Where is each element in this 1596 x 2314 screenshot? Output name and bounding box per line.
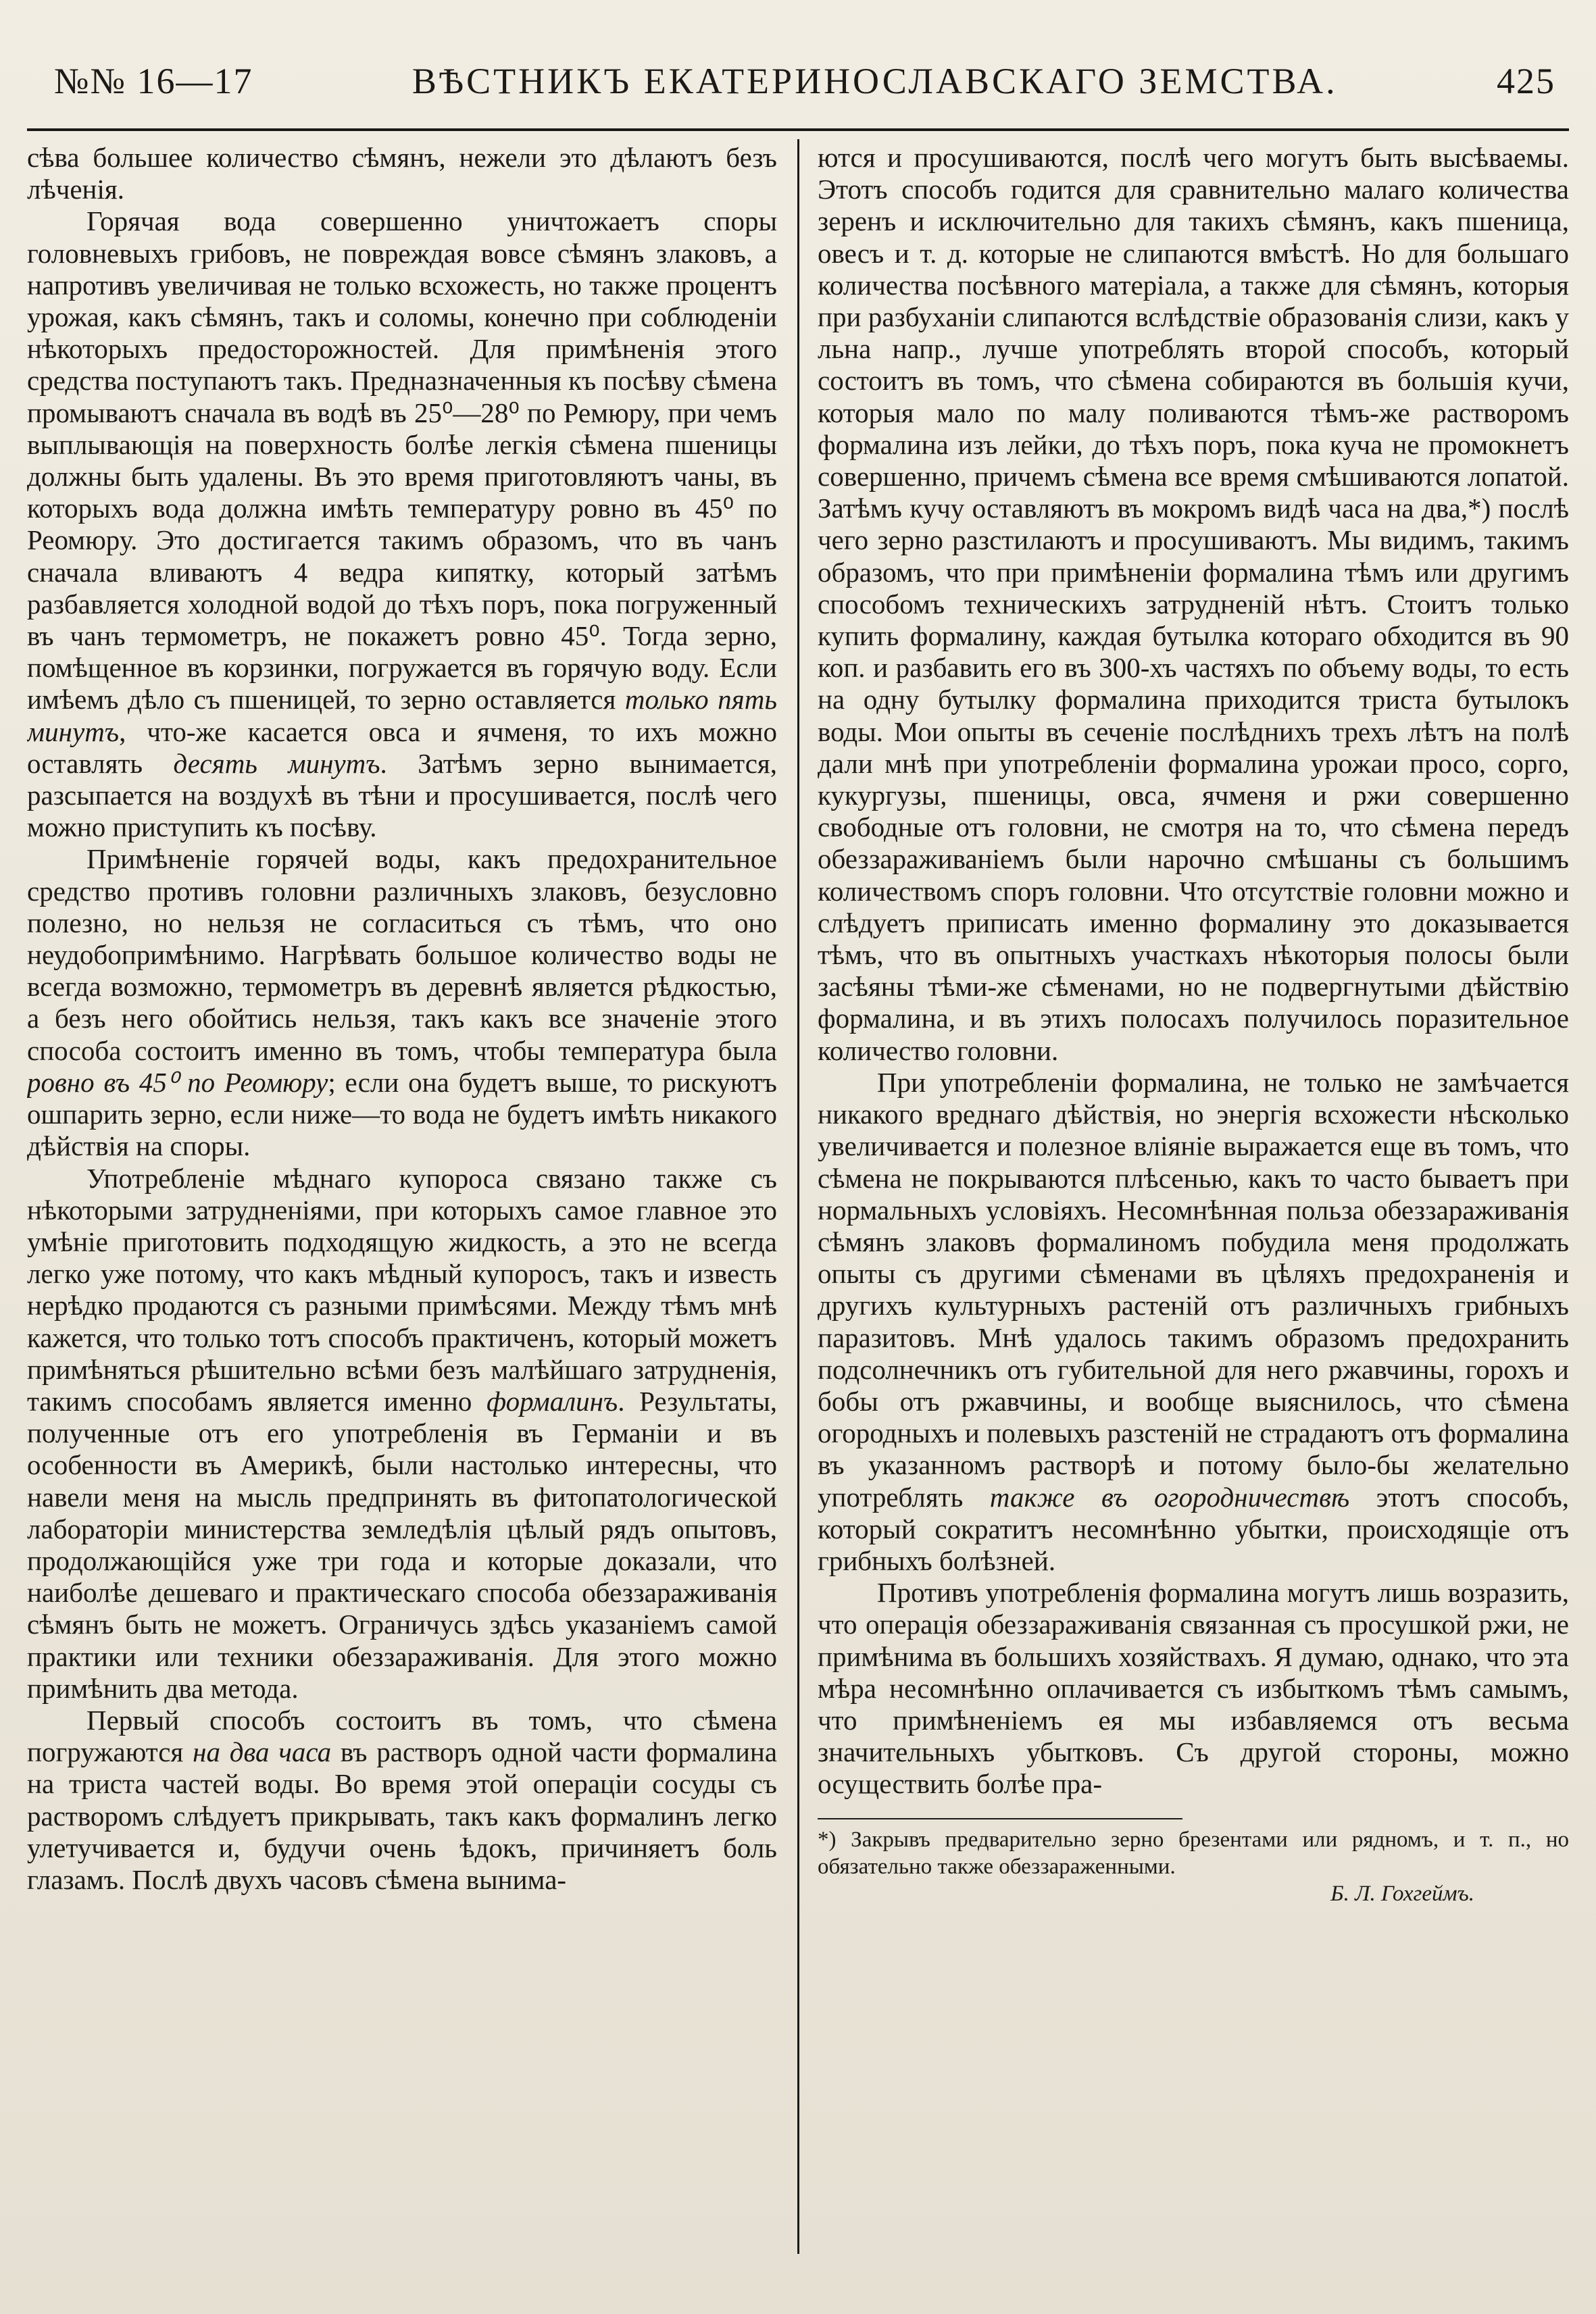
page-number: 425 [1496,61,1555,101]
footnote-text: *) Закрывъ предварительно зерно брезентами или рядномъ, и т. п., но обязательно также обеззараженными. [818,1827,1569,1879]
emphasis: также въ огородничествѣ [989,1481,1350,1513]
footnote [818,1826,1569,1907]
paragraph: Примѣненіе горячей воды, какъ предохранительное средство противъ головни различныхъ злаковъ, безусловно полезно, но нельзя не согласиться съ тѣмъ, что оно неудобопримѣнимо. Нагрѣвать большое количество воды не всегда возможно, термометръ въ деревнѣ является рѣдкостью, а безъ него обойтись нельзя, такъ какъ все значеніе этого способа состоитъ именно въ томъ, чтобы температура была ровно въ 45⁰ по Реомюру; если она будетъ выше, то рискуютъ ошпарить зерно, если ниже—то вода не будетъ имѣть никакого дѣйствія на споры. [27,843,777,1162]
issue-number: №№ 16—17 [54,61,253,101]
emphasis: десять минутъ [173,747,380,779]
paragraph: ются и просушиваются, послѣ чего могутъ быть высѣваемы. Этотъ способъ годится для сравнительно малаго количества зеренъ и исключительно для такихъ сѣмянъ, какъ пшеница, овесъ и т. д. которые не слипаются вмѣстѣ. Но для большаго количества посѣвного матеріала, а также для сѣмянъ, которыя при разбуханіи слипаются вслѣдствіе образованія слизи, какъ у льна напр., лучше употреблять второй способъ, который состоитъ въ томъ, что сѣмена собираются въ большія кучи, которыя мало по малу поливаются тѣмъ-же растворомъ формалина изъ лейки, до тѣхъ поръ, пока куча не промокнетъ совершенно, причемъ сѣмена все время смѣшиваются лопатой. Затѣмъ кучу оставляютъ въ мокромъ видѣ часа на два,*) послѣ чего зерно разстилаютъ и просушиваютъ. Мы видимъ, такимъ образомъ, что при примѣненіи формалина тѣмъ или другимъ способомъ техническихъ затрудненій нѣтъ. Стоитъ только купить формалину, каждая бутылка котораго обходится въ 90 коп. и разбавить его въ 300-хъ частяхъ по объему воды, то есть на одну бутылку формалина приходится триста бутылокъ воды. Мои опыты въ сеченіе послѣднихъ трехъ лѣтъ на полѣ дали мнѣ при употребленіи формалина урожаи просо, сорго, кукургузы, пшеницы, овса, ячменя и ржи совершенно свободные отъ головни, не смотря на то, что сѣмена передъ обеззараживаніемъ были нарочно смѣшаны съ большимъ количествомъ споръ головни. Что отсутствіе головни можно и слѣдуетъ приписать именно формалину это доказывается тѣмъ, что въ опытныхъ участкахъ нѣкоторыя полосы были засѣяны тѣми-же сѣменами, но не подвергнутыми дѣйствію формалина, и въ этихъ полосахъ получилось поразительное количество головни. [818,142,1569,1066]
emphasis: только пять минутъ [27,684,777,747]
right-column [818,142,1569,2277]
left-column [27,142,777,2277]
paragraph: Горячая вода совершенно уничтожаетъ споры головневыхъ грибовъ, не повреждая вовсе сѣмянъ злаковъ, а напротивъ увеличивая не только всхожесть, но также процентъ урожая, какъ сѣмянъ, такъ и соломы, конечно при соблюденіи нѣкоторыхъ предосторожностей. Для примѣненія этого средства поступаютъ такъ. Предназначенныя къ посѣву сѣмена промываютъ сначала въ водѣ въ 25⁰—28⁰ по Ремюру, при чемъ выплывающія на поверхность болѣе легкія сѣмена пшеницы должны быть удалены. Въ это время приготовляютъ чаны, въ которыхъ вода должна имѣть температуру ровно въ 45⁰ по Реомюру. Это достигается такимъ образомъ, что въ чанъ сначала вливаютъ 4 ведра кипятку, который затѣмъ разбавляется холодной водой до тѣхъ поръ, пока погруженный въ чанъ термометръ, не покажетъ ровно 45⁰. Тогда зерно, помѣщенное въ корзинки, погружается въ горячую воду. Если имѣемъ дѣло съ пшеницей, то зерно оставляется только пять минутъ, что-же касается овса и ячменя, то ихъ можно оставлять десять минутъ. Затѣмъ зерно вынимается, разсыпается на воздухѣ въ тѣни и просушивается, послѣ чего можно приступить къ посѣву. [27,205,777,843]
paragraph: сѣва большее количество сѣмянъ, нежели это дѣлаютъ безъ лѣченія. [27,142,777,205]
emphasis: на два часа [193,1736,332,1768]
paragraph: Первый способъ состоитъ въ томъ, что сѣмена погружаются на два часа въ растворъ одной части формалина на триста частей воды. Во время этой операціи сосуды съ растворомъ слѣдуетъ прикрывать, такъ какъ формалинъ легко улетучивается и, будучи очень ѣдокъ, причиняетъ боль глазамъ. Послѣ двухъ часовъ сѣмена вынима- [27,1704,777,1895]
paragraph: Противъ употребленія формалина могутъ лишь возразить, что операція обеззараживанія связанная съ просушкой ржи, не примѣнима въ большихъ хозяйствахъ. Я думаю, однако, что эта мѣра несомнѣнно оплачивается съ избыткомъ тѣмъ самымъ, что примѣненіемъ ея мы избавляемся отъ весьма значительныхъ убытковъ. Съ другой стороны, можно осуществить болѣе пра- [818,1577,1569,1800]
column-rule [797,139,799,2254]
page-header [54,47,1555,115]
journal-title: ВѢСТНИКЪ ЕКАТЕРИНОСЛАВСКАГО ЗЕМСТВА. [412,61,1338,101]
footnote-signature: Б. Л. Гохгеймъ. [1330,1881,1474,1906]
header-rule [27,128,1569,131]
paragraph: При употребленіи формалина, не только не замѣчается никакого вреднаго дѣйствія, но энергія всхожести нѣсколько увеличивается и полезное вліяніе выражается еще въ томъ, что сѣмена не покрываются плѣсенью, какъ то часто бываетъ при нормальныхъ условіяхъ. Несомнѣнная польза обеззараживанія сѣмянъ злаковъ формалиномъ побудила меня продолжать опыты съ другими сѣменами въ цѣляхъ предохраненія и другихъ культурныхъ растеній отъ различныхъ грибныхъ паразитовъ. Мнѣ удалось такимъ образомъ предохранить подсолнечникъ отъ губительной для него ржавчины, горохъ и бобы отъ ржавчины, и вообще выяснилось, что сѣмена огородныхъ и полевыхъ разстеній не страдаютъ отъ формалина въ указанномъ растворѣ и потому было-бы желательно употреблять также въ огородничествѣ этотъ способъ, который сократитъ несомнѣнно убытки, происходящіе отъ грибныхъ болѣзней. [818,1066,1569,1576]
emphasis: формалинъ [487,1385,618,1417]
paragraph: Употребленіе мѣднаго купороса связано также съ нѣкоторыми затрудненіями, при которыхъ самое главное это умѣніе приготовить подходящую жидкость, а это не всегда легко уже потому, что какъ мѣдный купоросъ, такъ и известь нерѣдко продаются съ разными примѣсями. Между тѣмъ мнѣ кажется, что только тотъ способъ практиченъ, который можетъ примѣняться рѣшительно всѣми безъ малѣйшаго затрудненія, такимъ способамъ является именно формалинъ. Результаты, полученные отъ его употребленія въ Германіи и въ особенности въ Америкѣ, были настолько интересны, что навели меня на мысль предпринять въ фитопатологической лабораторіи министерства земледѣлія цѣлый рядъ опытовъ, продолжающійся уже три года и которые доказали, что наиболѣе дешеваго и практическаго способа обеззараживанія сѣмянъ быть не можетъ. Ограничусь здѣсь указаніемъ самой практики или техники обеззараживанія. Для этого можно примѣнить два метода. [27,1162,777,1704]
emphasis: ровно въ 45⁰ по Реомюру [27,1066,328,1098]
footnote-rule [818,1818,1182,1819]
